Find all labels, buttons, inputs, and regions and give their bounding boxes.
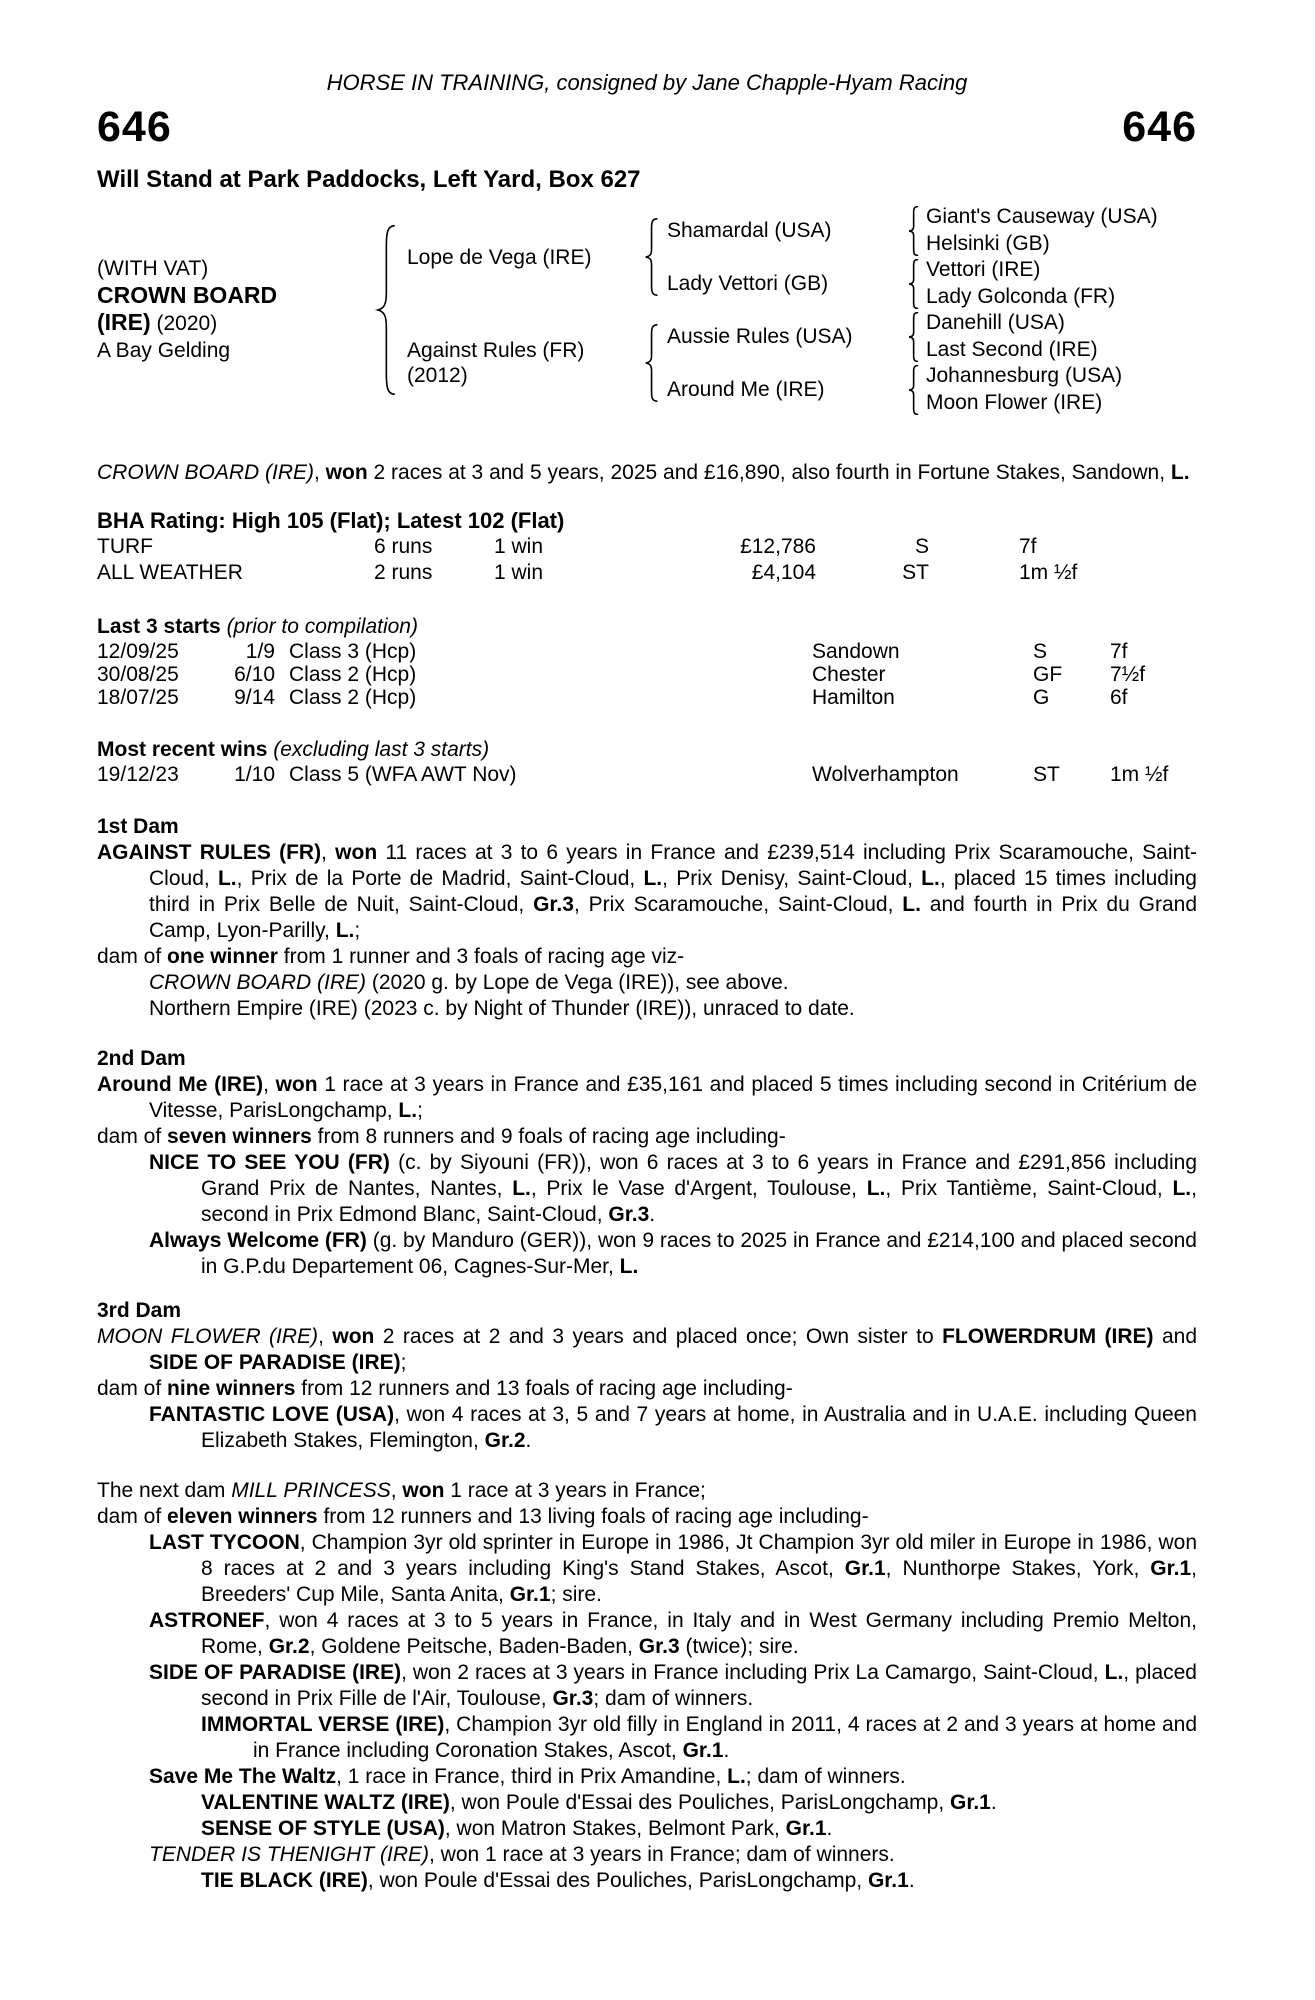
further-family-section <box>97 1478 1197 1894</box>
runs-count: 2 runs <box>374 561 433 584</box>
produce-sub-entry: VALENTINE WALTZ (IRE), won Poule d'Essai des Pouliches, ParisLongchamp, Gr.1. <box>201 1791 997 1814</box>
great-grandsire-name: Giant's Causeway (USA) <box>926 205 1158 229</box>
curly-brace-icon <box>907 365 921 415</box>
bha-rating-block <box>97 508 1197 586</box>
race-course: Chester <box>812 663 886 686</box>
lot-number-right: 646 <box>1122 103 1197 151</box>
lot-number-left: 646 <box>97 103 172 151</box>
recent-wins-subtitle: (excluding last 3 starts) <box>267 738 490 761</box>
subject-horse-block <box>97 204 367 416</box>
pedigree-brace-icon <box>367 204 407 416</box>
great-granddam-name: Helsinki (GB) <box>926 231 1050 255</box>
last-starts-heading <box>97 614 1197 640</box>
produce-entry: SIDE OF PARADISE (IRE), won 2 races at 3 years in France including Prix La Camargo, Saint-Cloud, L., placed second in Prix Fille de l'Air, Toulouse, Gr.3; dam of winners. <box>149 1661 1197 1710</box>
second-dam-section <box>97 1046 1197 1280</box>
produce-sub-entry: SENSE OF STYLE (USA), won Matron Stakes, Belmont Park, Gr.1. <box>201 1817 833 1840</box>
great-granddam-name: Lady Golconda (FR) <box>926 284 1116 308</box>
wins-count: 1 win <box>494 561 544 584</box>
first-dam-record: AGAINST RULES (FR), won 11 races at 3 to 6 years in France and £239,514 including Prix Scaramouche, Saint-Cloud, L., Prix de la Porte de Madrid, Saint-Cloud, L., Prix Denisy, Saint-Cloud, L., placed 15 times including third in Prix Belle de Nuit, Saint-Cloud, Gr.3, Prix Scaramouche, Saint-Cloud, L. and fourth in Prix du Grand Camp, Lyon-Parilly, L.; <box>97 841 1198 942</box>
recent-wins-heading <box>97 737 1197 763</box>
first-dam-section <box>97 814 1197 1022</box>
race-going: GF <box>1033 663 1063 686</box>
race-distance: 7f <box>1110 640 1128 663</box>
prize-money: £4,104 <box>751 561 816 584</box>
horse-description: A Bay Gelding <box>97 339 231 362</box>
horse-name: CROWN BOARD <box>97 282 278 308</box>
win-row <box>97 763 1197 786</box>
horse-country-year <box>97 309 367 337</box>
race-course: Hamilton <box>812 686 895 709</box>
race-position: 6/10 <box>234 663 275 686</box>
lot-number-row <box>97 104 1197 150</box>
great-granddam-name: Moon Flower (IRE) <box>926 390 1103 414</box>
grandparent-brace-icon <box>902 204 926 257</box>
stand-location: Will Stand at Park Paddocks, Left Yard, Box 627 <box>97 166 641 193</box>
racing-summary-row <box>97 534 1197 560</box>
produce-entry: Save Me The Waltz, 1 race in France, third in Prix Amandine, L.; dam of winners. <box>149 1765 906 1788</box>
best-distance: 1m ½f <box>1019 561 1078 584</box>
produce-entry: FANTASTIC LOVE (USA), won 4 races at 3, 5 and 7 years at home, in Australia and in U.A.E. including Queen Elizabeth Stakes, Flemington, Gr.2. <box>149 1403 1197 1452</box>
race-course: Wolverhampton <box>812 763 959 786</box>
produce-entry: LAST TYCOON, Champion 3yr old sprinter in Europe in 1986, Jt Champion 3yr old miler in Europe in 1986, won 8 races at 2 and 3 years including King's Stand Stakes, Ascot, Gr.1, Nunthorpe Stakes, York, Gr.1, Breeders' Cup Mile, Santa Anita, Gr.1; sire. <box>149 1531 1197 1606</box>
race-date: 18/07/25 <box>97 686 179 709</box>
surface-label: TURF <box>97 535 153 558</box>
curly-brace-icon <box>907 206 921 256</box>
second-dam-produce-note: dam of seven winners from 8 runners and 9 foals of racing age including- <box>97 1125 786 1148</box>
race-class: Class 2 (Hcp) <box>289 663 417 686</box>
second-dam-heading: 2nd Dam <box>97 1047 186 1070</box>
start-row <box>97 686 1197 709</box>
produce-entry: NICE TO SEE YOU (FR) (c. by Siyouni (FR)), won 6 races at 3 to 6 years in France and £291,856 including Grand Prix de Nantes, Nantes, L., Prix le Vase d'Argent, Toulouse, L., Prix Tantième, Saint-Cloud, L., second in Prix Edmond Blanc, Saint-Cloud, Gr.3. <box>149 1151 1198 1226</box>
race-date: 19/12/23 <box>97 763 179 786</box>
first-dam-produce-note: dam of one winner from 1 runner and 3 foals of racing age viz- <box>97 945 685 968</box>
sire-sire-name: Shamardal (USA) <box>667 218 832 242</box>
start-row <box>97 640 1197 663</box>
sire-name <box>407 204 637 310</box>
race-date: 12/09/25 <box>97 640 179 663</box>
grandparent-brace-icon <box>902 310 926 363</box>
prize-money: £12,786 <box>740 535 816 558</box>
dam-brace-icon <box>637 310 667 416</box>
race-course: Sandown <box>812 640 900 663</box>
produce-entry: TENDER IS THENIGHT (IRE), won 1 race at 3 years in France; dam of winners. <box>149 1843 895 1866</box>
great-grandsire-name: Johannesburg (USA) <box>926 364 1123 388</box>
great-grandsire-name: Vettori (IRE) <box>926 258 1041 282</box>
produce-sub-entry: IMMORTAL VERSE (IRE), Champion 3yr old filly in England in 2011, 4 races at 2 and 3 years at home and in France including Coronation Stakes, Ascot, Gr.1. <box>201 1713 1198 1762</box>
race-class: Class 2 (Hcp) <box>289 686 417 709</box>
third-dam-produce-note: dam of nine winners from 12 runners and 13 foals of racing age including- <box>97 1377 793 1400</box>
recent-wins-block <box>97 737 1197 786</box>
third-dam-heading: 3rd Dam <box>97 1299 182 1322</box>
produce-entry: CROWN BOARD (IRE) (2020 g. by Lope de Vega (IRE)), see above. <box>149 971 789 994</box>
vat-note: (WITH VAT) <box>97 257 209 280</box>
best-going: ST <box>902 561 929 584</box>
race-position: 1/10 <box>234 763 275 786</box>
bha-rating-heading: BHA Rating: High 105 (Flat); Latest 102 (Flat) <box>97 508 565 533</box>
second-dam-record: Around Me (IRE), won 1 race at 3 years in France and £35,161 and placed 5 times including second in Critérium de Vitesse, ParisLongchamp, L.; <box>97 1073 1198 1122</box>
race-class: Class 5 (WFA AWT Nov) <box>289 763 517 786</box>
curly-brace-icon <box>374 224 400 396</box>
race-distance: 6f <box>1110 686 1128 709</box>
dam-year-text: (2012) <box>407 364 468 387</box>
produce-entry: ASTRONEF, won 4 races at 3 to 5 years in France, in Italy and in West Germany including Premio Melton, Rome, Gr.2, Goldene Peitsche, Baden-Baden, Gr.3 (twice); sire. <box>149 1609 1197 1658</box>
race-position: 1/9 <box>245 640 275 663</box>
best-distance: 7f <box>1019 535 1037 558</box>
race-going: ST <box>1033 763 1060 786</box>
dam-name <box>407 310 637 416</box>
next-dam-produce-note: dam of eleven winners from 12 runners and 13 living foals of racing age including- <box>97 1505 869 1528</box>
race-going: S <box>1033 640 1048 663</box>
curly-brace-icon <box>643 324 661 402</box>
sire-brace-icon <box>637 204 667 310</box>
race-class: Class 3 (Hcp) <box>289 640 417 663</box>
dam-dam-name: Around Me (IRE) <box>667 377 825 401</box>
runs-count: 6 runs <box>374 535 433 558</box>
grandparent-brace-icon <box>902 257 926 310</box>
sire-name-text: Lope de Vega (IRE) <box>407 245 592 269</box>
race-distance: 1m ½f <box>1110 763 1169 786</box>
wins-count: 1 win <box>494 535 544 558</box>
race-date: 30/08/25 <box>97 663 179 686</box>
next-dam-record: The next dam MILL PRINCESS, won 1 race at 3 years in France; <box>97 1479 706 1502</box>
first-dam-heading: 1st Dam <box>97 815 179 838</box>
horse-country: (IRE) <box>97 309 151 335</box>
curly-brace-icon <box>907 312 921 362</box>
last-starts-subtitle: (prior to compilation) <box>220 615 418 638</box>
dam-name-text: Against Rules (FR) <box>407 339 585 362</box>
racing-summary-row <box>97 560 1197 586</box>
third-dam-section <box>97 1298 1197 1454</box>
dam-sire-name: Aussie Rules (USA) <box>667 324 853 348</box>
race-going: G <box>1033 686 1050 709</box>
third-dam-record: MOON FLOWER (IRE), won 2 races at 2 and 3 years and placed once; Own sister to FLOWERDRUM (IRE) and SIDE OF PARADISE (IRE); <box>97 1325 1198 1374</box>
grandparent-brace-icon <box>902 363 926 416</box>
great-grandsire-name: Danehill (USA) <box>926 311 1065 335</box>
race-distance: 7½f <box>1110 663 1146 686</box>
great-granddam-name: Last Second (IRE) <box>926 337 1098 361</box>
curly-brace-icon <box>643 218 661 296</box>
best-going: S <box>914 535 929 558</box>
surface-label: ALL WEATHER <box>97 561 243 584</box>
consignment-header: HORSE IN TRAINING, consigned by Jane Chapple-Hyam Racing <box>326 70 968 95</box>
produce-entry: Always Welcome (FR) (g. by Manduro (GER)), won 9 races to 2025 in France and £214,100 and placed second in G.P.du Departement 06, Cagnes-Sur-Mer, L. <box>149 1229 1197 1278</box>
last-starts-block <box>97 614 1197 709</box>
produce-sub-entry: TIE BLACK (IRE), won Poule d'Essai des Pouliches, ParisLongchamp, Gr.1. <box>201 1869 915 1892</box>
pedigree-diagram <box>97 204 1197 416</box>
catalogue-page <box>97 70 1197 1894</box>
recent-wins-title: Most recent wins <box>97 738 268 761</box>
horse-year: (2020) <box>150 312 218 335</box>
produce-entry: Northern Empire (IRE) (2023 c. by Night of Thunder (IRE)), unraced to date. <box>149 997 855 1020</box>
race-position: 9/14 <box>234 686 275 709</box>
last-starts-title: Last 3 starts <box>97 615 221 638</box>
curly-brace-icon <box>907 259 921 309</box>
start-row <box>97 663 1197 686</box>
race-record-note: CROWN BOARD (IRE), won 2 races at 3 and 5 years, 2025 and £16,890, also fourth in Fortune Stakes, Sandown, L. <box>97 461 1190 484</box>
sire-dam-name: Lady Vettori (GB) <box>667 271 829 295</box>
